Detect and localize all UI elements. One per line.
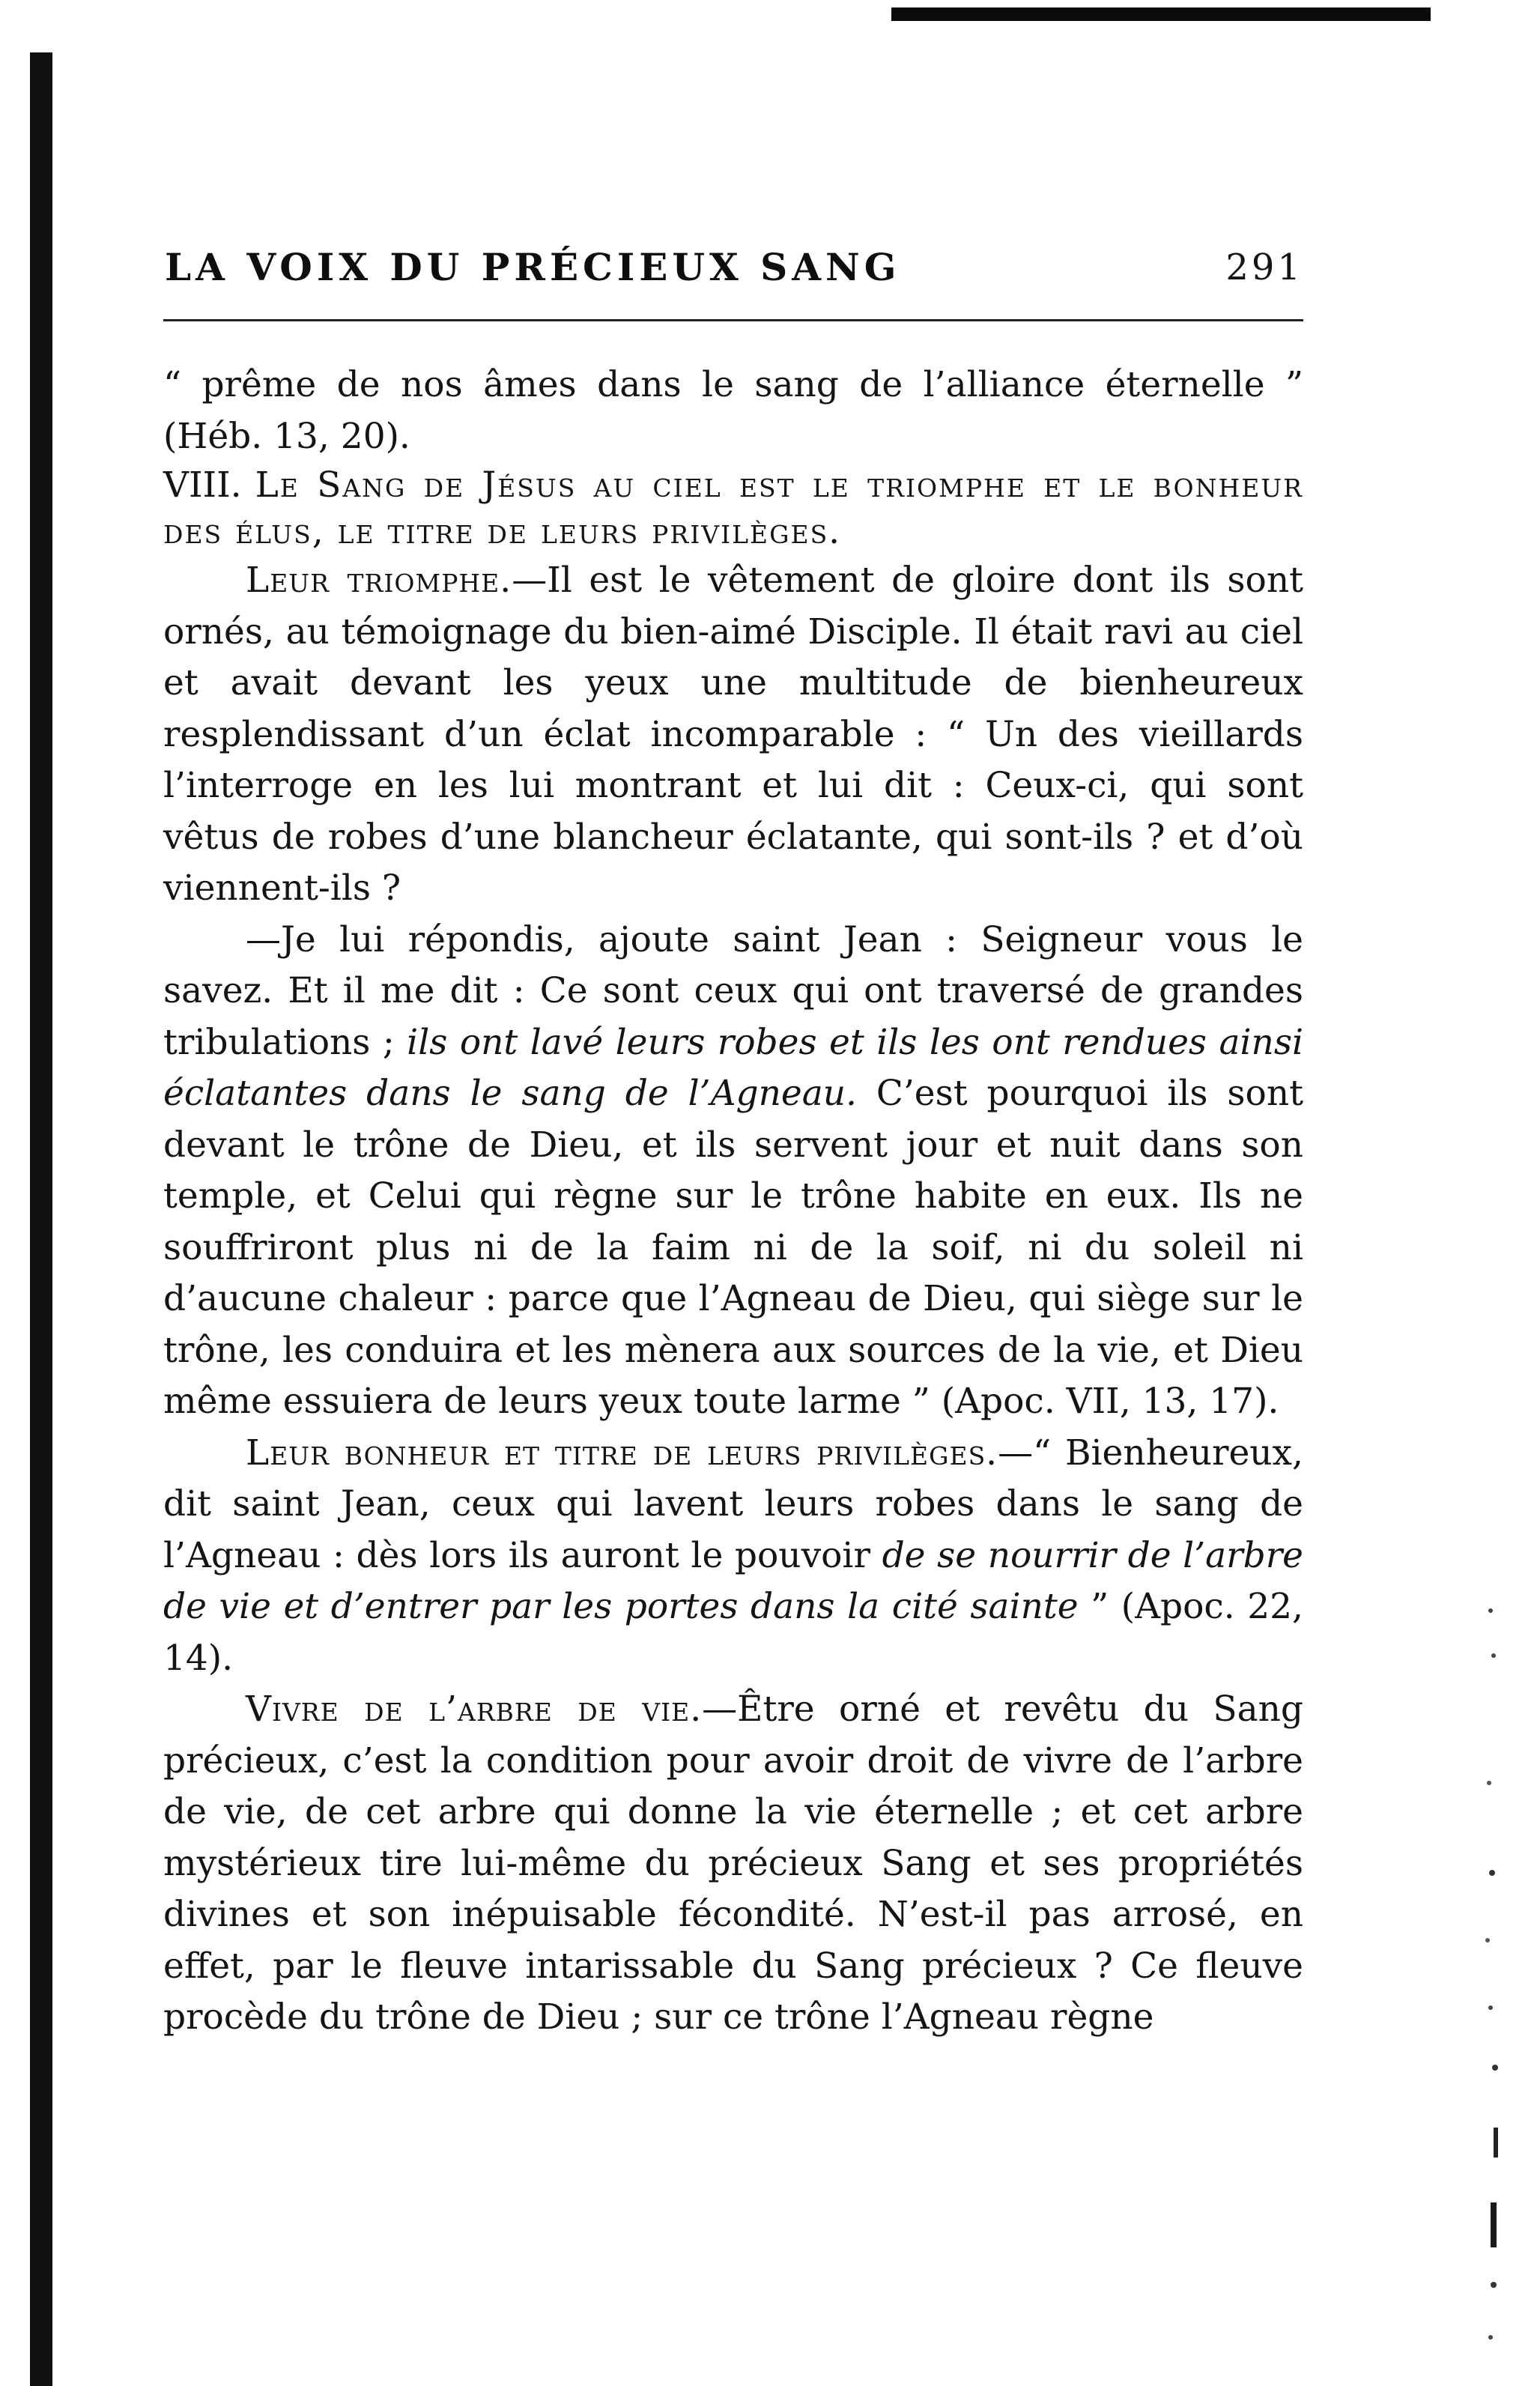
paragraph-lead: Leur bonheur et titre de leurs privilèges. [246, 1432, 998, 1474]
paragraph-lead: Leur triomphe. [246, 560, 512, 601]
header-rule [163, 319, 1303, 321]
paragraph-text: —Être orné et revêtu du Sang précieux, c’est la condition pour avoir droit de vivre de l’arbre de vie, de cet arbre qui donne la vie éternelle ; et cet arbre mystérieux tire lui-même du précieux Sang et ses propriétés divines et son inépuisable fécondité. N’est-il pas arrosé, en effet, par le fleuve intarissable du Sang précieux ? Ce fleuve procède du trône de Dieu ; sur ce trône l’Agneau règne [163, 1689, 1304, 2038]
paragraph-bonheur [163, 1428, 1303, 1685]
section-number: VIII. [163, 464, 242, 506]
paragraph-continuation: “ prême de nos âmes dans le sang de l’alliance éternelle ” (Héb. 13, 20). [163, 364, 1303, 457]
paragraph-text: C’est pourquoi ils sont devant le trône de Dieu, et ils servent jour et nuit dans son temple, et Celui qui règne sur le trône habite en eux. Ils ne souffriront plus ni de la faim ni de la soif, ni du soleil ni d’aucune chaleur : parce que l’Agneau de Dieu, qui siège sur le trône, les conduira et les mènera aux sources de la vie, et Dieu même essuiera de leurs yeux toute larme ” (Apoc. VII, 13, 17). [163, 1073, 1303, 1422]
paragraph-text: —“ Bienheureux, dit saint Jean, ceux qui lavent leurs robes dans le sang de l’Agneau : dès lors ils auront le pouvoir [163, 1432, 1303, 1576]
scripture-quote: ils ont lavé leurs robes et ils les ont rendues ainsi éclatantes dans le sang de l’Agneau. [163, 1021, 1303, 1114]
section-heading [163, 462, 1303, 555]
paragraph-reponse [163, 915, 1303, 1428]
running-header [165, 244, 1303, 291]
paragraph-text: —Il est le vêtement de gloire dont ils sont ornés, au témoignage du bien-aimé Disciple. Il était ravi au ciel et avait devant les yeux une multitude de bienheureux resplendissant d’un éclat incomparable : “ Un des vieillards l’interroge en les lui montrant et lui dit : Ceux-ci, qui sont vêtus de robes d’une blancheur éclatante, qui sont-ils ? et d’où viennent-ils ? [163, 560, 1303, 909]
scripture-quote: de se nourrir de l’arbre de vie et d’entrer par les portes dans la cité sainte [163, 1534, 1303, 1627]
paragraph-lead: Vivre de l’arbre de vie. [246, 1689, 703, 1730]
scan-page-edge [30, 52, 52, 2386]
section-title: Le Sang de Jésus au ciel est le triomphe et le bonheur des élus, le titre de leurs privilèges. [163, 464, 1303, 552]
paragraph-arbre-de-vie [163, 1684, 1303, 2044]
paragraph-text: ” (Apoc. 22, 14). [163, 1586, 1303, 1679]
scan-top-rule [891, 7, 1431, 21]
scan-margin-specks [1468, 1588, 1521, 2382]
paragraph-text: —Je lui répondis, ajoute saint Jean : Seigneur vous le savez. Et il me dit : Ce sont ceux qui ont traversé de grandes tribulations ; [163, 918, 1303, 1063]
page-number: 291 [1225, 246, 1303, 288]
running-title: LA VOIX DU PRÉCIEUX SANG [165, 245, 901, 289]
page-body [163, 360, 1303, 2044]
paragraph-triomphe [163, 555, 1303, 915]
